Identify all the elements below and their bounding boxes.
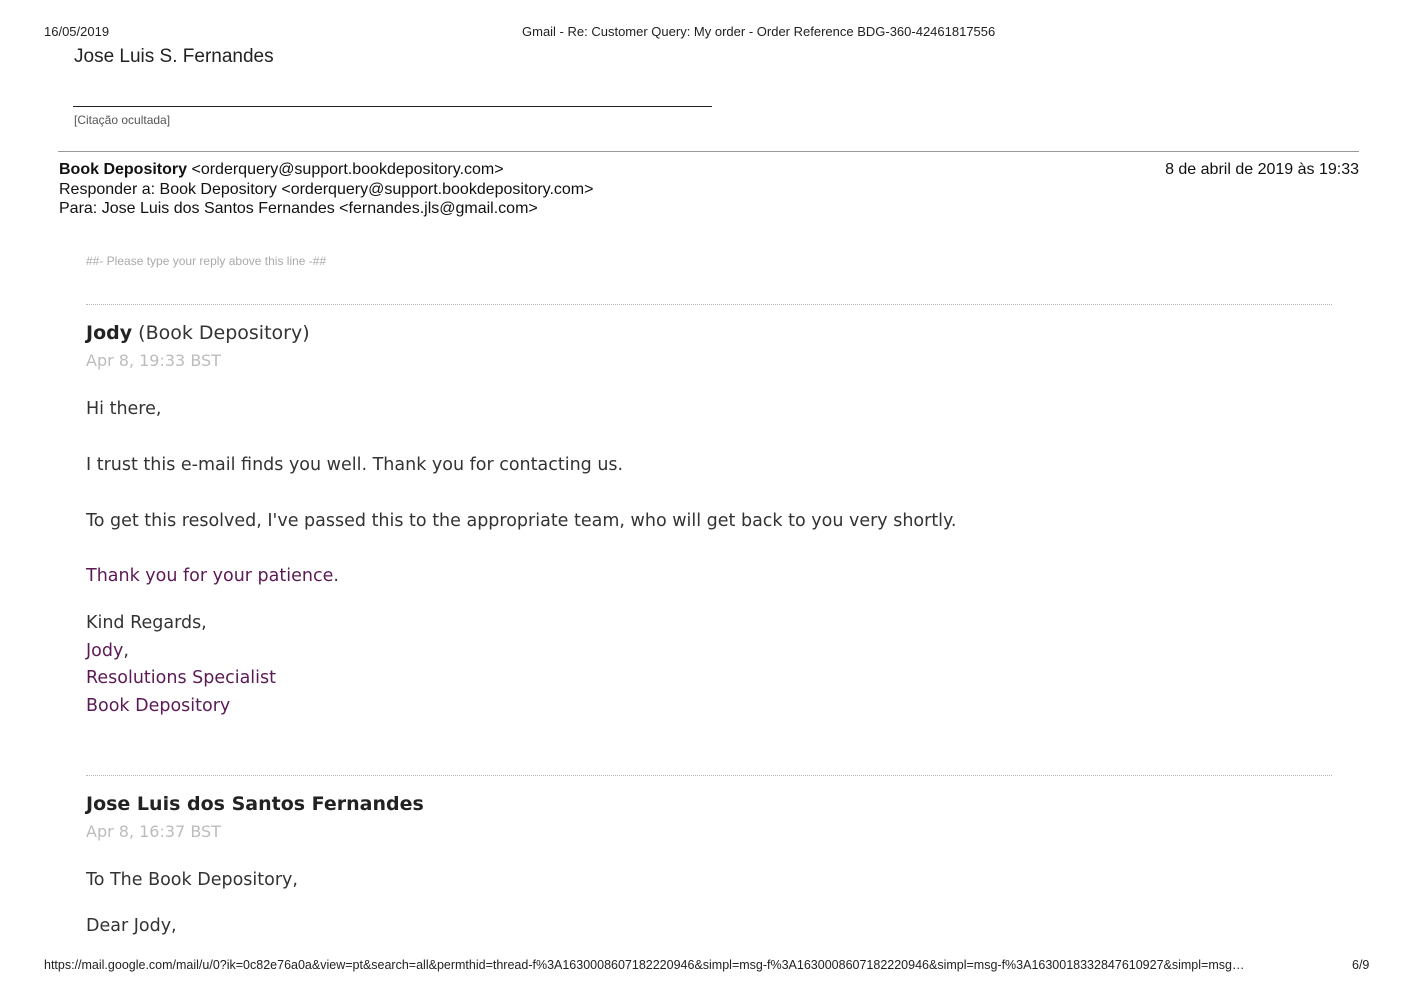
page-number: 6/9: [1352, 958, 1370, 972]
reply-greeting: Hi there,: [86, 399, 162, 419]
sender-name: Book Depository: [59, 161, 188, 178]
previous-signature: Jose Luis S. Fernandes: [74, 46, 274, 67]
signature-name-text: Jody: [86, 641, 124, 661]
message-divider: [58, 151, 1359, 152]
reply-paragraph: [86, 566, 339, 586]
to-address[interactable]: Jose Luis dos Santos Fernandes <fernandes.jls@gmail.com>: [101, 200, 538, 217]
signature-divider: [73, 106, 712, 107]
patience-text: Thank you for your patience: [86, 566, 334, 586]
print-title: Gmail - Re: Customer Query: My order - Order Reference BDG-360-42461817556: [522, 24, 996, 39]
patience-period: .: [333, 566, 339, 586]
to-label: Para:: [59, 200, 98, 217]
reply-author: [86, 793, 424, 815]
message-from: [59, 161, 504, 179]
signature-comma: ,: [123, 641, 129, 661]
reply-to-address[interactable]: Book Depository <orderquery@support.bookdepository.com>: [159, 181, 594, 198]
reply-above-line: ##- Please type your reply above this line -##: [86, 254, 327, 268]
reply-author: [86, 322, 310, 344]
hidden-quote-link[interactable]: [Citação ocultada]: [74, 113, 171, 127]
reply-to-label: Responder a:: [59, 181, 156, 198]
reply-paragraph: Dear Jody,: [86, 916, 177, 936]
author-name: Jose Luis dos Santos Fernandes: [86, 793, 424, 815]
reply-paragraph: To The Book Depository,: [86, 870, 298, 890]
signature-name: [86, 641, 129, 661]
signature-company: Book Depository: [86, 696, 231, 716]
reply-timestamp: Apr 8, 19:33 BST: [86, 351, 221, 370]
author-org: (Book Depository): [138, 322, 310, 344]
message-date: 8 de abril de 2019 às 19:33: [1165, 161, 1359, 178]
reply-timestamp: Apr 8, 16:37 BST: [86, 822, 221, 841]
signature-title: Resolutions Specialist: [86, 668, 277, 688]
message-reply-to: [59, 181, 593, 199]
message-to: [59, 200, 538, 218]
reply-divider: [86, 304, 1332, 305]
reply-closing: Kind Regards,: [86, 613, 207, 633]
author-name: Jody: [86, 322, 133, 344]
print-date: 16/05/2019: [44, 24, 110, 39]
reply-divider: [86, 775, 1332, 776]
reply-paragraph: To get this resolved, I've passed this to the appropriate team, who will get back to you very shortly.: [86, 511, 957, 531]
print-url: https://mail.google.com/mail/u/0?ik=0c82e76a0a&view=pt&search=all&permthid=thread-f%3A1630008607182220946&simpl=msg-f%3A1630008607182220946&simpl=msg-f%3A1630018332847610927&simpl=msg…: [44, 958, 1245, 972]
sender-email[interactable]: <orderquery@support.bookdepository.com>: [191, 161, 504, 178]
reply-paragraph: I trust this e-mail finds you well. Thank you for contacting us.: [86, 455, 624, 475]
